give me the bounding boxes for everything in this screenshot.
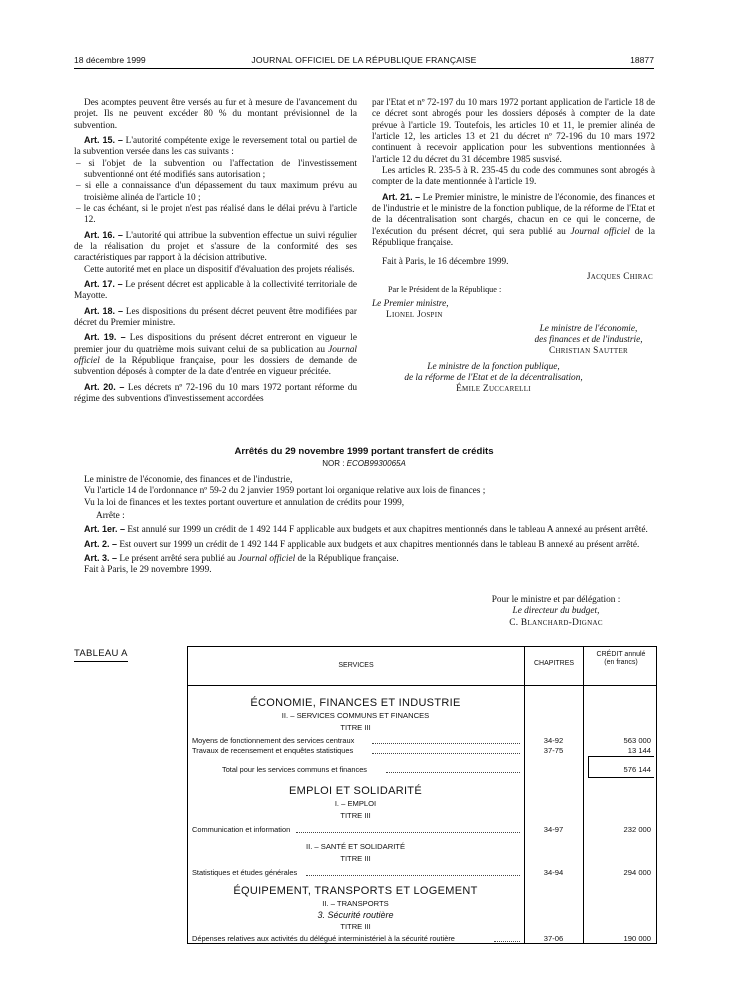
section-titre: TITRE III [340,723,371,732]
arrete-sig-line-2: Le directeur du budget, [512,606,600,617]
dot-leader [296,827,520,833]
arrete-body [74,475,654,577]
arrete-sig-line-3: C. Blanchard-Dignac [509,617,603,628]
dot-leader [372,738,520,744]
section-titre: TITRE III [340,811,371,820]
table-row-montant: 13 144 [627,746,651,755]
header-journal-title: JOURNAL OFFICIEL DE LA RÉPUBLIQUE FRANÇAISE [251,55,477,65]
article-17: Art. 17. – Le présent décret est applicable à la collectivité territoriale de Mayotte. [74,278,357,302]
header-date: 18 décembre 1999 [74,55,146,65]
article-21: Art. 21. – Le Premier ministre, le ministre de l'économie, des finances et de l'industrie et le ministre de la fonction publique, de la réforme de l'Etat et de la décentralisation sont chargés, chacun en ce qui le concerne, de l'exécution du présent décret, qui sera publié au Journal officiel de la République française. [372,191,656,248]
arrete-article-1: Art. 1er. – Est annulé sur 1999 un crédit de 1 492 144 F applicable aux budgets et aux chapitres mentionnés dans le tableau A annexé au présent arrêté. [84,524,648,536]
table-row-montant: 190 000 [623,934,651,943]
min-fp-title-2: de la réforme de l'Etat et de la décentralisation, [404,372,583,383]
table-label: TABLEAU A [74,648,128,662]
par-le-president: Par le Président de la République : [388,284,502,294]
table-row-label: Communication et information [192,825,291,834]
arrete-date: Fait à Paris, le 29 novembre 1999. [84,565,212,576]
table-row-chapitre: 34-92 [543,736,564,745]
table-row-label: Statistiques et études générales [192,868,298,877]
total-label: Total pour les services communs et finances [222,765,368,774]
pm-name: Lionel Jospin [386,310,443,321]
section-subtitle: II. – TRANSPORTS [322,899,389,908]
section-title: EMPLOI ET SOLIDARITÉ [289,785,422,797]
arrete-article-3: Art. 3. – Le présent arrêté sera publié au Journal officiel de la République française. [84,552,399,564]
header-rule [74,68,654,69]
arrete-signature [454,595,658,629]
table-row-chapitre: 37-75 [543,746,564,755]
section-subtitle: II. – SANTÉ ET SOLIDARITÉ [305,842,406,851]
page-header [74,55,654,68]
article-15: Art. 15. – L'autorité compétente exige le reversement total ou partiel de la subvention versée dans les cas suivants : [74,134,357,158]
total-amount: 576 144 [623,765,651,774]
section-subtitle: II. – SERVICES COMMUNS ET FINANCES [281,711,430,720]
article-16: Art. 16. – L'autorité qui attribue la subvention effectue un suivi régulier de la réalisation du projet et s'assure de la conformité des ses caractéristiques par rapport à la décision attributive. [74,229,357,264]
section-titre: TITRE III [340,922,371,931]
table-header-rule [188,685,656,686]
min-fp-name: Émile Zuccarelli [456,384,531,395]
article-15-item: – le cas échéant, si le projet n'est pas réalisé dans le délai prévu à l'article 12. [76,203,357,226]
section-title: ÉQUIPEMENT, TRANSPORTS ET LOGEMENT [233,885,478,897]
article-20-continued: par l'Etat et nº 72-197 du 10 mars 1972 portant application de l'article 18 de ce décret sont abrogés pour les dossiers déposés à compter de la date prévue à l'article 19. Toutefois, les articles 10 et 11, le premier alinéa de l'article 12, les articles 13 et 21 du décret nº 72-196 du 10 mars 1972 continuent à recevoir application pour les subventions mentionnées à l'article 12 du décret du 31 décembre 1985 susvisé. [372,98,655,165]
arrete-visa-1: Le ministre de l'économie, des finances et de l'industrie, [84,475,293,485]
arrete-article-2: Art. 2. – Est ouvert sur 1999 un crédit de 1 492 144 F applicable aux budgets et aux chapitres mentionnés dans le tableau B annexé au présent arrêté. [84,538,640,550]
arrete-arrete: Arrête : [96,510,125,521]
left-column [74,98,357,405]
dot-leader [306,870,520,876]
dot-leader [386,767,520,773]
arrete-visa-2: Vu l'article 14 de l'ordonnance nº 59-2 du 2 janvier 1959 portant loi organique relative aux lois de finances ; [84,486,486,497]
dot-leader [494,936,520,942]
min-eco-title-2: des finances et de l'industrie, [534,334,643,345]
article-16-paragraph-2: Cette autorité met en place un dispositif d'évaluation des projets réalisés. [84,264,355,275]
table-row-montant: 232 000 [623,825,651,834]
col-header-services: SERVICES [338,662,374,669]
arrete-visa-3: Vu la loi de finances et les textes portant ouverture et annulation de crédits pour 1999, [84,497,405,508]
intro-paragraph: Des acomptes peuvent être versés au fur et à mesure de l'avancement du projet. Ils ne peuvent excéder 80 % du montant prévisionnel de la subvention. [74,98,357,131]
table-divider [583,647,584,943]
table-row-chapitre: 37-06 [543,934,564,943]
table-row-chapitre: 34-94 [543,868,564,877]
table-row-chapitre: 34-97 [543,825,564,834]
article-18: Art. 18. – Les dispositions du présent décret peuvent être modifiées par décret du Premier ministre. [74,305,357,328]
header-page-number: 18877 [630,55,654,65]
total-box-edge [588,756,589,777]
right-column [372,98,655,396]
section-subtitle: I. – EMPLOI [334,799,377,808]
section-titre: TITRE III [340,854,371,863]
table-row-montant: 563 000 [623,736,651,745]
arrete-sig-line-1: Pour le ministre et par délégation : [491,595,621,605]
col-header-chapitres: CHAPITRES [533,660,575,667]
subtotal-rule [588,756,654,757]
arrete-nor: NOR : ECOB9930065A [322,459,406,468]
min-fp-title-1: Le ministre de la fonction publique, [427,361,560,372]
credit-table [187,646,657,944]
pm-title: Le Premier ministre, [372,298,449,309]
section-subsubtitle: 3. Sécurité routière [317,910,394,920]
table-row-label: Moyens de fonctionnement des services centraux [192,736,355,745]
arrete-title: Arrêtés du 29 novembre 1999 portant transfert de crédits [234,446,494,457]
table-row-label: Dépenses relatives aux activités du délégué interministériel à la sécurité routière [192,934,455,943]
article-19: Art. 19. – Les dispositions du présent décret entreront en vigueur le premier jour du quatrième mois suivant celui de sa publication au Journal officiel de la République française, pour les dossiers de demande de subvention déposés à compter de la date d'entrée en vigueur précitée. [74,332,358,378]
article-15-item: – si l'objet de la subvention ou l'affectation de l'investissement subventionné ont été modifiés sans autorisation ; [76,158,357,180]
article-15-item: – si elle a connaissance d'un dépassement du taux maximum prévu au troisième alinéa de l'article 10 ; [76,181,357,203]
dot-leader [372,748,520,754]
col-header-credit: CRÉDIT annulé (en francs) [596,651,646,666]
article-20-paragraph-2: Les articles R. 235-5 à R. 235-45 du code des communes sont abrogés à compter de la date mentionnée à l'article 19. [372,165,655,188]
subtotal-rule [588,777,654,778]
min-eco-name: Christian Sautter [548,346,629,357]
table-row-montant: 294 000 [623,868,651,877]
section-title: ÉCONOMIE, FINANCES ET INDUSTRIE [250,697,461,709]
min-eco-title-1: Le ministre de l'économie, [539,323,638,334]
article-20: Art. 20. – Les décrets nº 72-196 du 10 mars 1972 portant réforme du régime des subventions d'investissement accordées [74,381,357,404]
signature-president: Jacques Chirac [586,271,653,282]
table-row-label: Travaux de recensement et enquêtes statistiques [192,746,354,755]
table-divider [524,647,525,943]
decree-date: Fait à Paris, le 16 décembre 1999. [382,257,509,268]
